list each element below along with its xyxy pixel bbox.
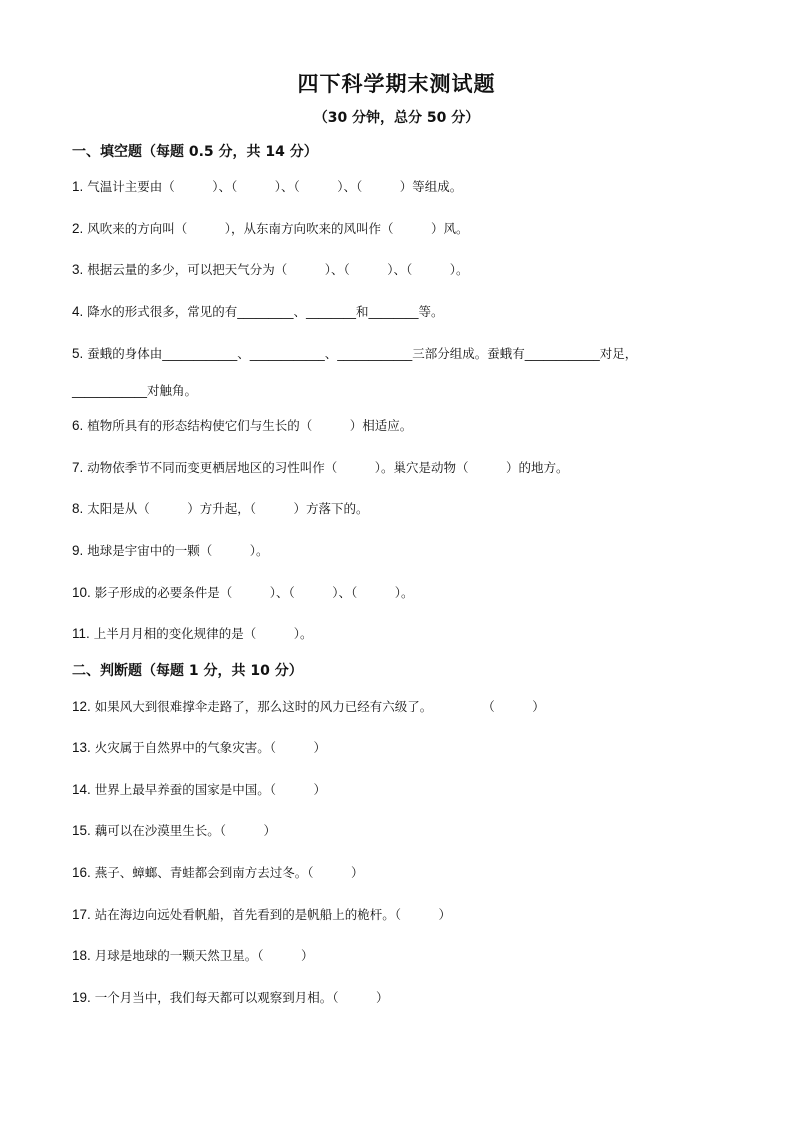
question-1: [72, 177, 462, 195]
question-18: [72, 946, 314, 964]
question-number: 12.: [72, 699, 91, 714]
question-text: 世界上最早养蚕的国家是中国。（ ）: [94, 782, 327, 797]
question-number: 15.: [72, 823, 91, 838]
question-number: 10.: [72, 585, 91, 600]
question-number: 4.: [72, 304, 84, 319]
question-17: [72, 905, 451, 923]
question-number: 8.: [72, 501, 84, 516]
question-text: 一个月当中，我们每天都可以观察到月相。（ ）: [94, 990, 389, 1005]
question-number: 17.: [72, 907, 91, 922]
page-subtitle: （30 分钟，总分 50 分）: [313, 110, 480, 126]
question-number: 11.: [72, 626, 90, 641]
question-15: [72, 821, 276, 839]
question-number: 5.: [72, 346, 84, 361]
question-text: 上半月月相的变化规律的是（ ）。: [93, 626, 313, 641]
question-4: [72, 302, 444, 320]
question-14: [72, 780, 326, 798]
question-9: [72, 541, 269, 559]
question-text: 站在海边向远处看帆船，首先看到的是帆船上的桅杆。（ ）: [94, 907, 452, 922]
question-text: 太阳是从（ ）方升起，（ ）方落下的。: [87, 501, 369, 516]
question-number: 2.: [72, 221, 84, 236]
section-heading-true-false: 二、判断题（每题 1 分，共 10 分）: [72, 663, 303, 679]
question-number: 3.: [72, 262, 84, 277]
question-text: 风吹来的方向叫（ ），从东南方向吹来的风叫作（ ）风。: [87, 221, 469, 236]
question-number: 16.: [72, 865, 91, 880]
question-2: [72, 219, 469, 237]
question-5-continued: [72, 381, 197, 399]
question-text: 藕可以在沙漠里生长。（ ）: [94, 823, 277, 838]
question-text: 月球是地球的一颗天然卫星。（ ）: [94, 948, 314, 963]
question-13: [72, 738, 326, 756]
question-text: 植物所具有的形态结构使它们与生长的（ ）相适应。: [87, 418, 413, 433]
question-text: 火灾属于自然界中的气象灾害。（ ）: [94, 740, 327, 755]
question-10: [72, 583, 414, 601]
question-text: 蚕蛾的身体由____________、____________、____________三部分组成。蚕蛾有____________对足，: [87, 346, 638, 361]
question-number: 6.: [72, 418, 84, 433]
question-19: [72, 988, 389, 1006]
question-text: 动物依季节不同而变更栖居地区的习性叫作（ ）。巢穴是动物（ ）的地方。: [87, 460, 569, 475]
section-heading-fill-blank: 一、填空题（每题 0.5 分，共 14 分）: [72, 144, 318, 160]
question-8: [72, 499, 369, 517]
question-number: 14.: [72, 782, 91, 797]
question-12: [72, 697, 545, 715]
question-text: 燕子、蟑螂、青蛙都会到南方去过冬。（ ）: [94, 865, 364, 880]
question-11: [72, 624, 313, 642]
question-text: 气温计主要由（ ）、（ ）、（ ）、（ ）等组成。: [87, 179, 463, 194]
question-text: ____________对触角。: [72, 383, 198, 398]
question-number: 1.: [72, 179, 84, 194]
question-6: [72, 416, 412, 434]
question-16: [72, 863, 364, 881]
question-number: 19.: [72, 990, 91, 1005]
question-5: [72, 344, 637, 362]
question-number: 9.: [72, 543, 84, 558]
question-number: 18.: [72, 948, 91, 963]
question-text: 如果风大到很难撑伞走路了，那么这时的风力已经有六级了。 （ ）: [94, 699, 545, 714]
question-number: 7.: [72, 460, 84, 475]
page-title: 四下科学期末测试题: [297, 72, 496, 96]
question-3: [72, 260, 469, 278]
question-7: [72, 458, 569, 476]
question-text: 地球是宇宙中的一颗（ ）。: [87, 543, 269, 558]
question-text: 降水的形式很多，常见的有_________、________和________等。: [87, 304, 444, 319]
question-text: 影子形成的必要条件是（ ）、（ ）、（ ）。: [94, 585, 414, 600]
question-text: 根据云量的多少，可以把天气分为（ ）、（ ）、（ ）。: [87, 262, 469, 277]
question-number: 13.: [72, 740, 91, 755]
